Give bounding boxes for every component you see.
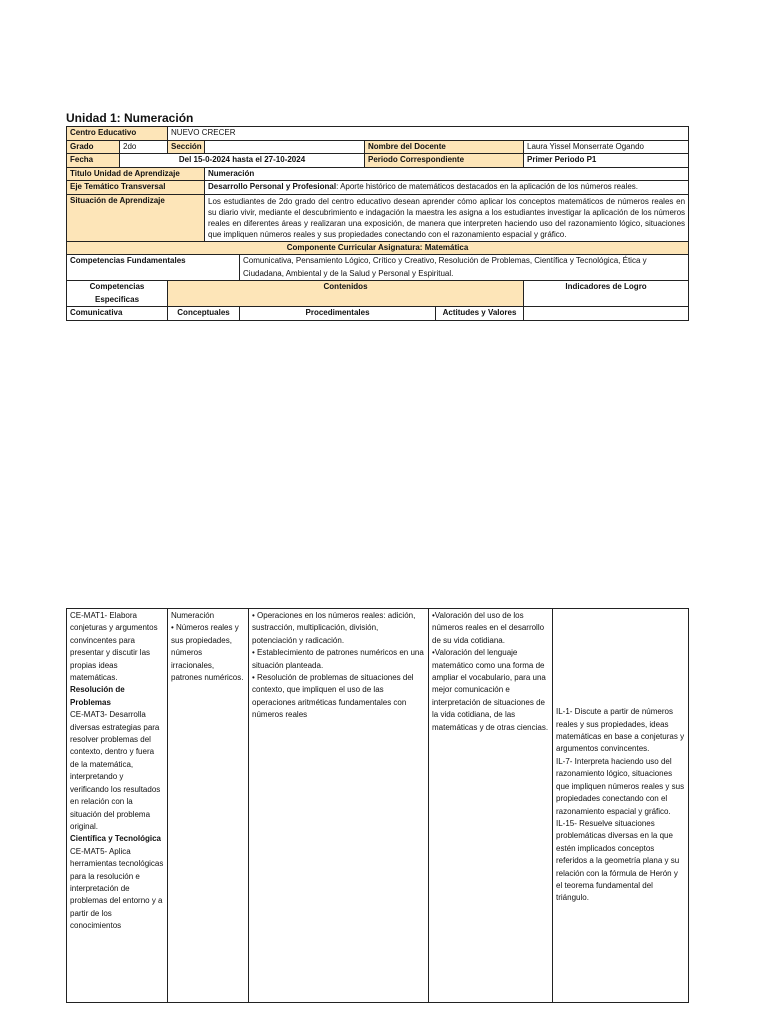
actitudes-heading: Actitudes y Valores (436, 307, 524, 321)
actitud-item: •Valoración del uso de los números reales en el desarrollo de su vida cotidiana. (432, 611, 545, 645)
grado-value: 2do (120, 140, 168, 154)
indicadores-heading: Indicadores de Logro (524, 281, 689, 307)
procedimentales-heading: Procedimentales (240, 307, 436, 321)
actitud-item: •Valoración del lenguaje matemático como una forma de ampliar el vocabulario, para una mejor comunicación e interpretación de situaciones de la vida cotidiana, de las matemáticas y de otras ciencias. (432, 648, 549, 732)
competencias-text: Comunicativa, Pensamiento Lógico, Crítico y Creativo, Resolución de Problemas, Científica y Tecnológica, Ética y Ciudadana, Ambiental y de la Salud y Personal y Espiritual. (240, 255, 689, 281)
row-fecha (67, 154, 689, 168)
row-eje (67, 181, 689, 195)
situacion-text: Los estudiantes de 2do grado del centro educativo desean aprender cómo aplicar los conceptos matemáticos de números reales en su diario vivir, mediante el descubrimiento e indagación la maestra les asigna a los estudiantes investigar la aplicación de los números reales en diferentes áreas y realizaran una exposición, de manera que interpreten haciendo uso del razonamiento lógico, situaciones que impliquen números reales y sus propiedades conectando con el razonamiento espacial y gráfico. (205, 194, 689, 241)
fecha-label: Fecha (67, 154, 120, 168)
competencias-label: Competencias Fundamentales (67, 255, 240, 281)
indicador-item: IL-15- Resuelve situaciones problemáticas diversas en la que estén implicados conceptos referidos a la geometría plana y su relación con la fórmula de Herón y el teorema fundamental del triángulo. (556, 818, 680, 903)
indicadores-cell (553, 609, 689, 1003)
comunicativa-heading: Comunicativa (67, 307, 168, 321)
cientifica-tecnologica-heading: Científica y Tecnológica (70, 834, 161, 844)
row-columns-heading (67, 281, 689, 307)
seccion-label: Sección (168, 140, 205, 154)
comp-especificas-heading: Competencias Especificas (67, 281, 168, 307)
actitudes-cell (429, 609, 553, 1003)
indicadores-subheading-empty (524, 307, 689, 321)
row-componente (67, 241, 689, 255)
conceptuales-heading: Conceptuales (168, 307, 240, 321)
competencias-especificas-cell (67, 609, 168, 1003)
titulo-label: Titulo Unidad de Aprendizaje (67, 167, 205, 181)
periodo-value: Primer Periodo P1 (524, 154, 689, 168)
indicador-item: IL-7- Interpreta haciendo uso del razonamiento lógico, situaciones que impliquen números reales y sus propiedades conectando con el razonamiento espacial y gráfico. (556, 756, 685, 816)
eje-label: Eje Temático Transversal (67, 181, 205, 195)
conceptual-title: Numeración (171, 611, 215, 620)
eje-text: : Aporte histórico de matemáticos destacados en la aplicación de los números reales. (336, 182, 639, 191)
grado-label: Grado (67, 140, 120, 154)
centro-value: NUEVO CRECER (168, 127, 689, 141)
eje-value (205, 181, 689, 195)
row-centro (67, 127, 689, 141)
row-grado (67, 140, 689, 154)
docente-label: Nombre del Docente (365, 140, 524, 154)
procedimentales-cell (249, 609, 429, 1003)
row-titulo (67, 167, 689, 181)
row-situacion (67, 194, 689, 241)
planning-row (67, 609, 689, 1003)
ce-mat1-text: CE-MAT1- Elabora conjeturas y argumentos convincentes para presentar y discutir las propias ideas matemáticas. (70, 611, 158, 683)
eje-bold: Desarrollo Personal y Profesional (208, 182, 337, 191)
unit-header-table (66, 126, 689, 321)
ce-mat3-text: CE-MAT3- Desarrolla diversas estrategias para resolver problemas del contexto, dentro y fuera de la matemática, interpretando y verificando los resultados en relación con la situación del problema original. (70, 710, 161, 831)
unit-title: Unidad 1: Numeración (66, 111, 194, 125)
centro-label: Centro Educativo (67, 127, 168, 141)
resolucion-problemas-heading: Resolución de Problemas (70, 685, 125, 707)
procedimental-item: • Establecimiento de patrones numéricos en una situación planteada. (252, 648, 424, 670)
docente-value: Laura Yissel Monserrate Ogando (524, 140, 689, 154)
componente-heading: Componente Curricular Asignatura: Matemática (67, 241, 689, 255)
row-subheadings (67, 307, 689, 321)
titulo-value: Numeración (205, 167, 689, 181)
procedimental-item: • Operaciones en los números reales: adición, sustracción, multiplicación, división, potenciación y radicación. (252, 611, 416, 645)
conceptual-item: • Números reales y sus propiedades, números irracionales, patrones numéricos. (171, 623, 244, 683)
conceptuales-cell (168, 609, 249, 1003)
fecha-value: Del 15-0-2024 hasta el 27-10-2024 (120, 154, 365, 168)
planning-body-table (66, 608, 689, 1003)
procedimental-item: • Resolución de problemas de situaciones del contexto, que impliquen el uso de las operaciones aritméticas fundamentales con números reales (252, 673, 414, 720)
indicador-item: IL-1- Discute a partir de números reales y sus propiedades, ideas matemáticas en base a conjeturas y argumentos convincentes. (556, 707, 685, 754)
contenidos-heading: Contenidos (168, 281, 524, 307)
periodo-label: Periodo Correspondiente (365, 154, 524, 168)
situacion-label: Situación de Aprendizaje (67, 194, 205, 241)
seccion-value (205, 140, 365, 154)
ce-mat5-text: CE-MAT5- Aplica herramientas tecnológicas para la resolución e interpretación de problemas del entorno y a partir de los conocimientos (70, 846, 164, 931)
row-competencias-fundamentales (67, 255, 689, 281)
